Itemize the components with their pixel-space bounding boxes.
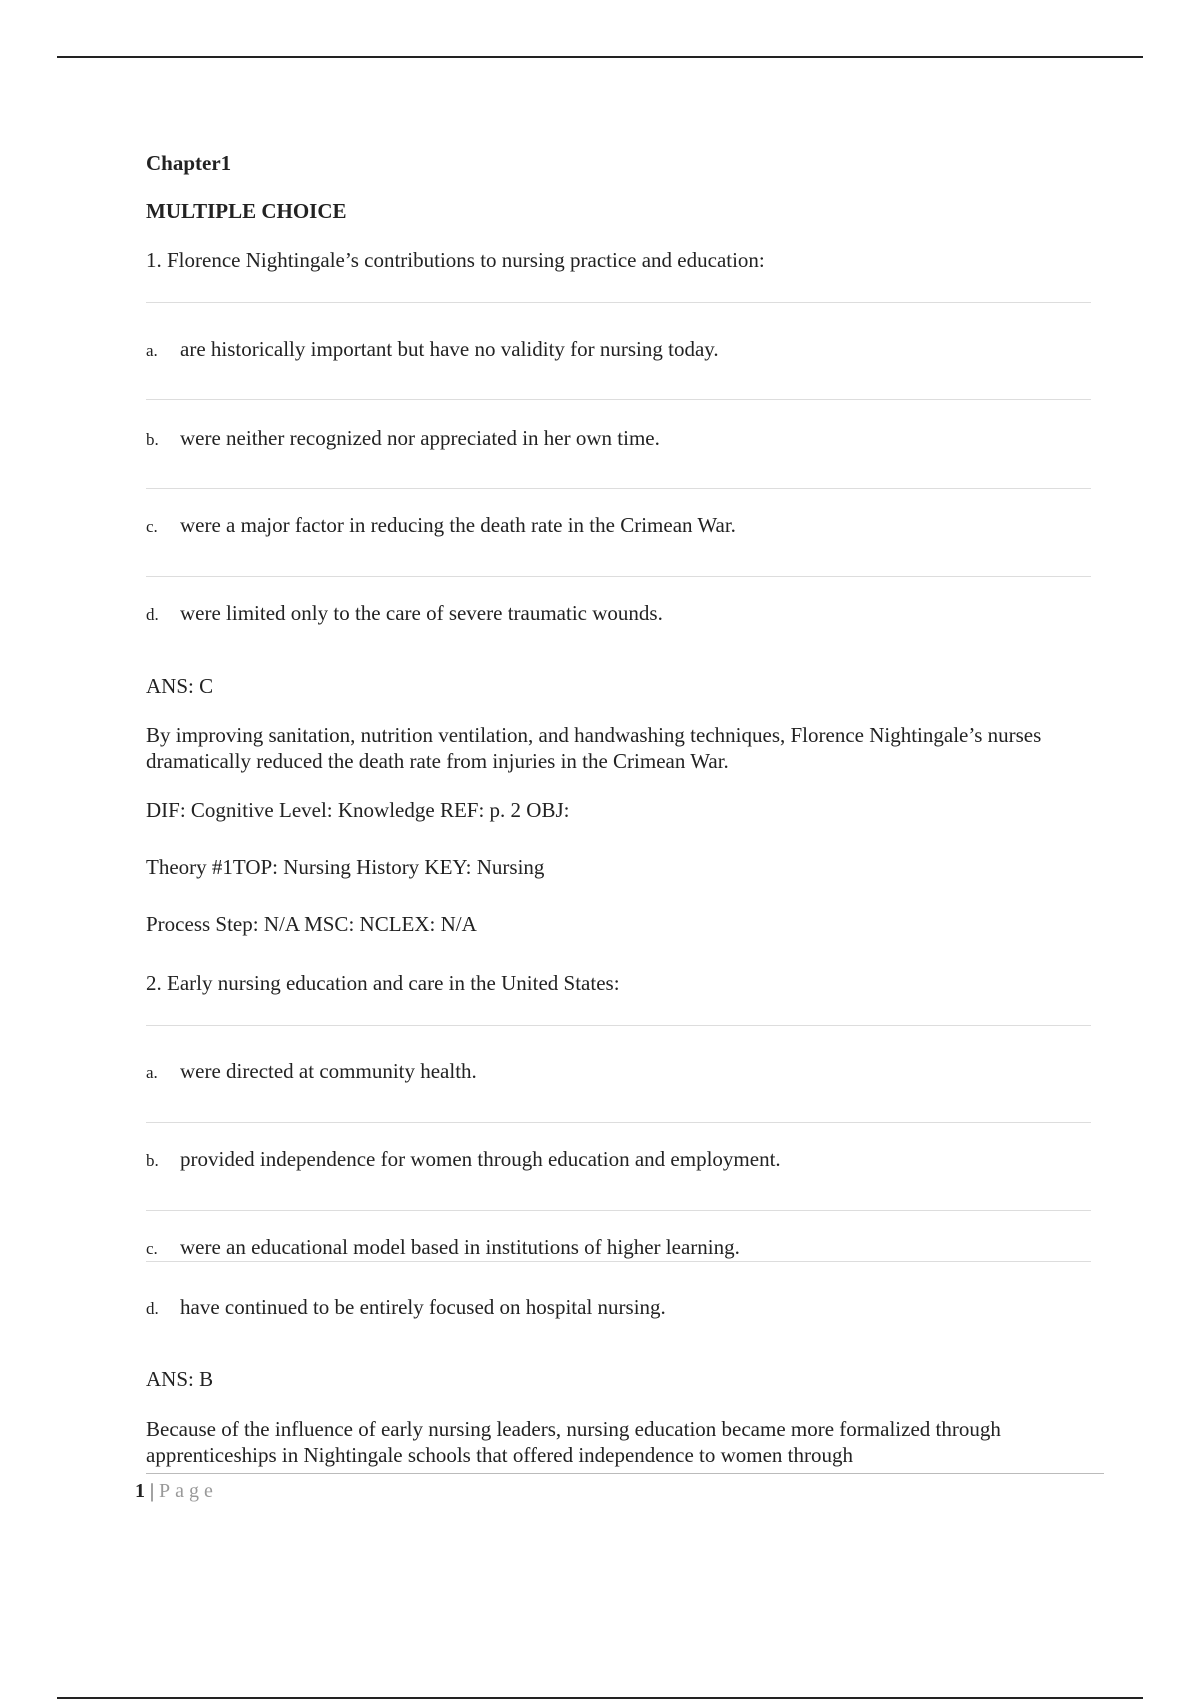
option-text: were an educational model based in institutions of higher learning. (180, 1235, 740, 1259)
question-2-option-d (146, 1294, 1091, 1322)
divider (146, 302, 1091, 303)
question-1-option-c (146, 512, 1091, 540)
divider (146, 576, 1091, 577)
option-letter: d. (146, 605, 159, 624)
option-letter: b. (146, 430, 159, 449)
divider (146, 1261, 1091, 1262)
divider (146, 488, 1091, 489)
option-letter: b. (146, 1151, 159, 1170)
page-number: 1 (135, 1480, 145, 1502)
question-1-option-d (146, 600, 1091, 628)
option-text: were limited only to the care of severe traumatic wounds. (180, 601, 663, 625)
divider (146, 1025, 1091, 1026)
footer-rule (146, 1473, 1104, 1474)
question-1-meta-difficulty: DIF: Cognitive Level: Knowledge REF: p. 2 OBJ: (146, 798, 570, 822)
question-1-meta-topic: Theory #1TOP: Nursing History KEY: Nursing (146, 855, 545, 879)
question-1-stem: 1. Florence Nightingale’s contributions to nursing practice and education: (146, 248, 765, 272)
question-1-meta-process: Process Step: N/A MSC: NCLEX: N/A (146, 912, 477, 936)
divider (146, 1122, 1091, 1123)
chapter-heading: Chapter1 (146, 151, 232, 175)
question-2-stem: 2. Early nursing education and care in the United States: (146, 971, 620, 995)
question-2-option-a (146, 1058, 1091, 1086)
option-text: were directed at community health. (180, 1059, 477, 1083)
option-letter: a. (146, 1063, 158, 1082)
question-1-rationale: By improving sanitation, nutrition ventilation, and handwashing techniques, Florence Nightingale’s nurses dramatically reduced the death rate from injuries in the Crimean War. (146, 723, 1042, 773)
question-1-option-a (146, 336, 1091, 364)
option-letter: d. (146, 1299, 159, 1318)
option-text: provided independence for women through education and employment. (180, 1147, 781, 1171)
option-letter: c. (146, 517, 158, 536)
question-1-option-b (146, 425, 1091, 453)
option-letter: c. (146, 1239, 158, 1258)
question-2-answer: ANS: B (146, 1367, 214, 1391)
question-2-rationale: Because of the influence of early nursing leaders, nursing education became more formalized through apprenticeships in Nightingale schools that offered independence to women through (146, 1417, 1001, 1467)
question-2-option-c (146, 1234, 1091, 1262)
footer-separator: | (150, 1480, 155, 1502)
question-2-option-b (146, 1146, 1091, 1174)
option-letter: a. (146, 341, 158, 360)
divider (146, 399, 1091, 400)
option-text: have continued to be entirely focused on hospital nursing. (180, 1295, 666, 1319)
option-text: are historically important but have no validity for nursing today. (180, 337, 719, 361)
divider (146, 1210, 1091, 1211)
page-label: Page (159, 1480, 218, 1502)
question-1-answer: ANS: C (146, 674, 214, 698)
section-heading: MULTIPLE CHOICE (146, 199, 347, 223)
option-text: were a major factor in reducing the death rate in the Crimean War. (180, 513, 736, 537)
option-text: were neither recognized nor appreciated in her own time. (180, 426, 660, 450)
bottom-rule (57, 1697, 1143, 1699)
top-rule (57, 56, 1143, 58)
page-footer (135, 1478, 218, 1504)
